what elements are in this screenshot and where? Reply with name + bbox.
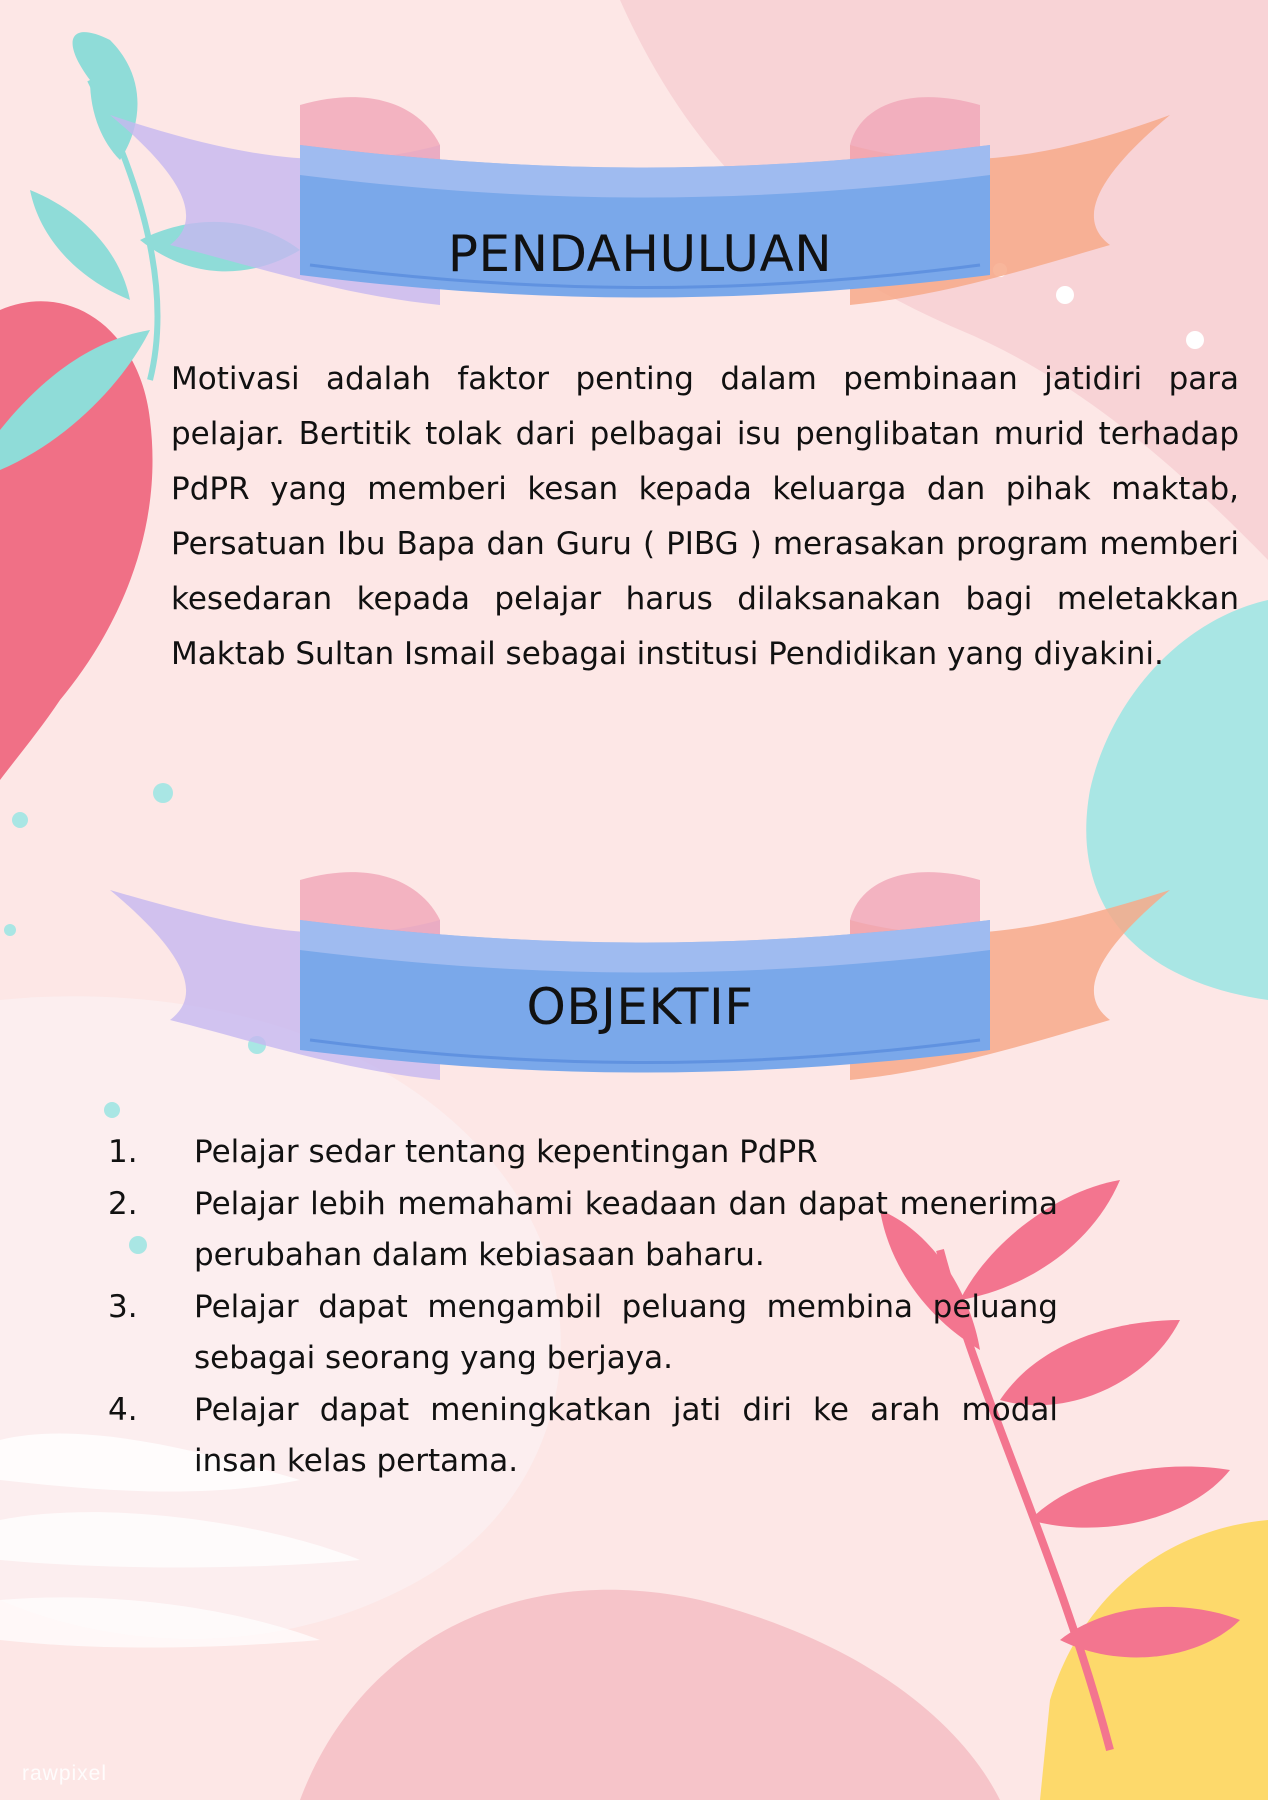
list-item-text: Pelajar lebih memahami keadaan dan dapat menerima perubahan dalam kebiasaan baharu. [194,1185,1058,1273]
ribbon-banner-graphic [110,95,1170,335]
list-item [108,1282,1058,1385]
objektif-ribbon [110,855,1170,1095]
list-item [108,1127,1058,1179]
list-item-number: 1. [108,1134,138,1170]
list-item [108,1179,1058,1282]
introduction-paragraph: Motivasi adalah faktor penting dalam pembinaan jatidiri para pelajar. Bertitik tolak dari pelbagai isu penglibatan murid terhadap PdPR yang memberi kesan kepada keluarga dan pihak maktab, Persatuan Ibu Bapa dan Guru ( PIBG ) merasakan program memberi kesedaran kepada pelajar harus dilaksanakan bagi meletakkan Maktab Sultan Ismail sebagai institusi Pendidikan yang diyakini. [171,361,1239,672]
section-heading-pendahuluan: PENDAHULUAN [447,225,833,283]
watermark-logo: rawpixel [22,1762,108,1785]
ribbon-banner-graphic [110,855,1170,1095]
list-item-number: 3. [108,1288,138,1325]
list-item-number: 2. [108,1185,138,1222]
section-heading-objektif: OBJEKTIF [526,978,754,1036]
list-item-number: 4. [108,1391,138,1428]
list-item-text: Pelajar dapat meningkatkan jati diri ke arah modal insan kelas pertama. [194,1391,1058,1479]
pendahuluan-ribbon [110,95,1170,335]
objectives-list [108,1127,1058,1488]
list-item [108,1385,1058,1488]
list-item-text: Pelajar dapat mengambil peluang membina peluang sebagai seorang yang berjaya. [194,1288,1058,1376]
list-item-text: Pelajar sedar tentang kepentingan PdPR [194,1134,818,1170]
